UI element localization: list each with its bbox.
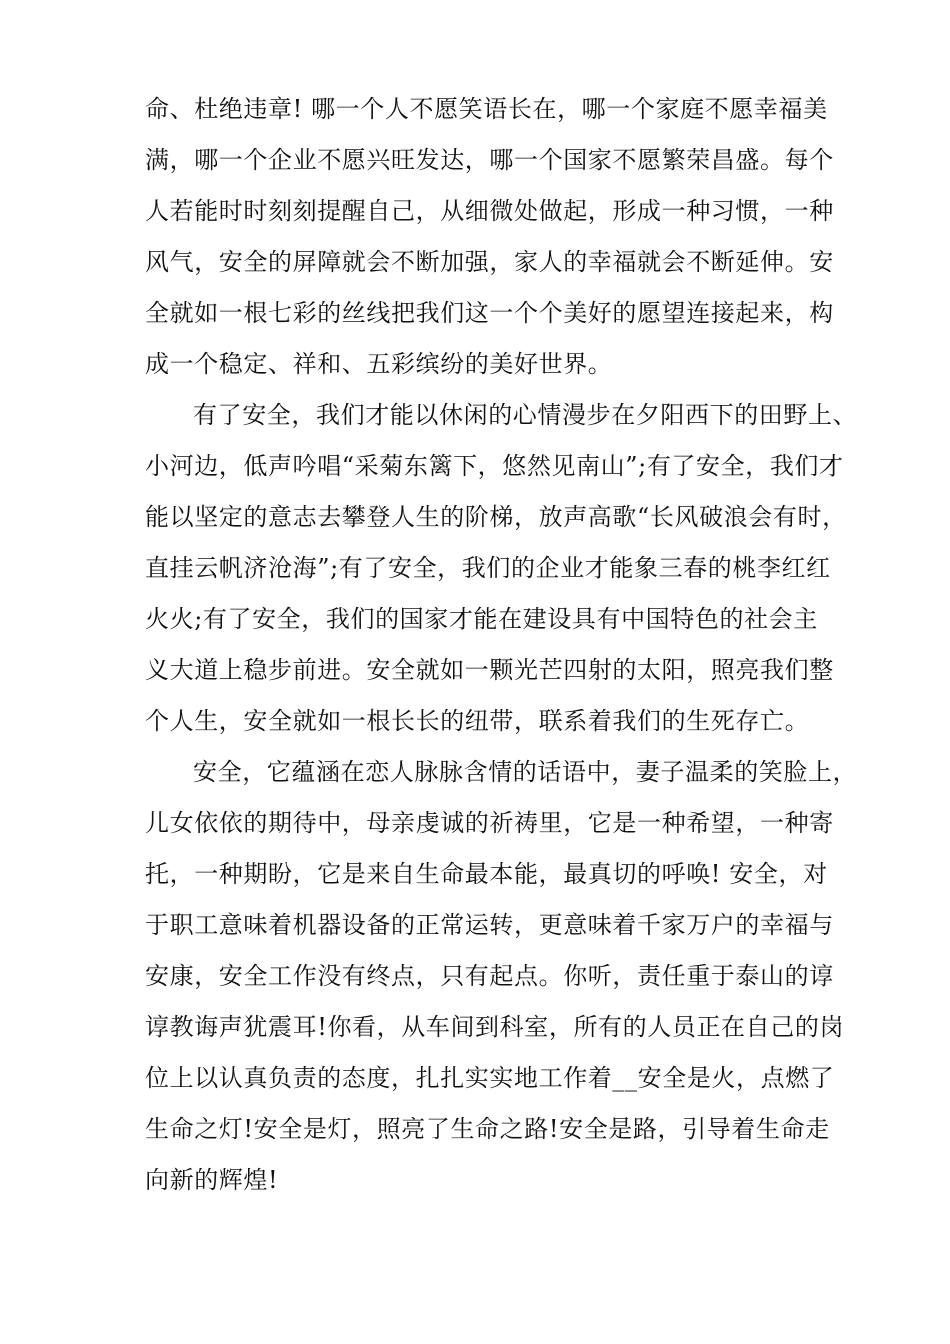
text-line: 能以坚定的意志去攀登人生的阶梯，放声高歌“长风破浪会有时，: [145, 503, 847, 531]
text-line: 儿女依依的期待中，母亲虔诚的祈祷里，它是一种希望，一种寄: [145, 809, 834, 837]
text-line: 安康，安全工作没有终点，只有起点。你听，责任重于泰山的谆: [145, 962, 834, 990]
text-line: 人若能时时刻刻提醒自己，从细微处做起，形成一种习惯，一种: [145, 197, 834, 225]
text-line: 生命之灯!安全是灯，照亮了生命之路!安全是路，引导着生命走: [145, 1115, 830, 1143]
text-line: 火火;有了安全，我们的国家才能在建设具有中国特色的社会主: [145, 605, 818, 633]
text-line: 托，一种期盼，它是来自生命最本能，最真切的呼唤! 安全，对: [145, 860, 828, 888]
text-line: 个人生，安全就如一根长长的纽带，联系着我们的生死存亡。: [145, 707, 810, 735]
text-line: 义大道上稳步前进。安全就如一颗光芒四射的太阳，照亮我们整: [145, 656, 834, 684]
text-line: 满，哪一个企业不愿兴旺发达，哪一个国家不愿繁荣昌盛。每个: [145, 146, 834, 174]
text-line: 风气，安全的屏障就会不断加强，家人的幸福就会不断延伸。安: [145, 248, 834, 276]
text-line: 小河边，低声吟唱“采菊东篱下，悠然见南山”;有了安全，我们才: [145, 452, 844, 480]
text-line: 全就如一根七彩的丝线把我们这一个个美好的愿望连接起来，构: [145, 299, 834, 327]
text-line: 成一个稳定、祥和、五彩缤纷的美好世界。: [145, 350, 613, 378]
paragraph-first-line: 有了安全，我们才能以休闲的心情漫步在夕阳西下的田野上、: [193, 401, 858, 429]
text-line: 命、杜绝违章! 哪一个人不愿笑语长在，哪一个家庭不愿幸福美: [145, 95, 828, 123]
paragraph-first-line: 安全，它蕴涵在恋人脉脉含情的话语中，妻子温柔的笑脸上，: [193, 758, 858, 786]
text-line: 于职工意味着机器设备的正常运转，更意味着千家万户的幸福与: [145, 911, 834, 939]
text-line: 向新的辉煌!: [145, 1166, 279, 1194]
document-body: [145, 84, 858, 1206]
text-line: 直挂云帆济沧海”;有了安全，我们的企业才能象三春的桃李红红: [145, 554, 831, 582]
text-line: 位上以认真负责的态度，扎扎实实地工作着__安全是火，点燃了: [145, 1064, 835, 1092]
text-line: 谆教诲声犹震耳!你看，从车间到科室，所有的人员正在自己的岗: [145, 1013, 845, 1041]
